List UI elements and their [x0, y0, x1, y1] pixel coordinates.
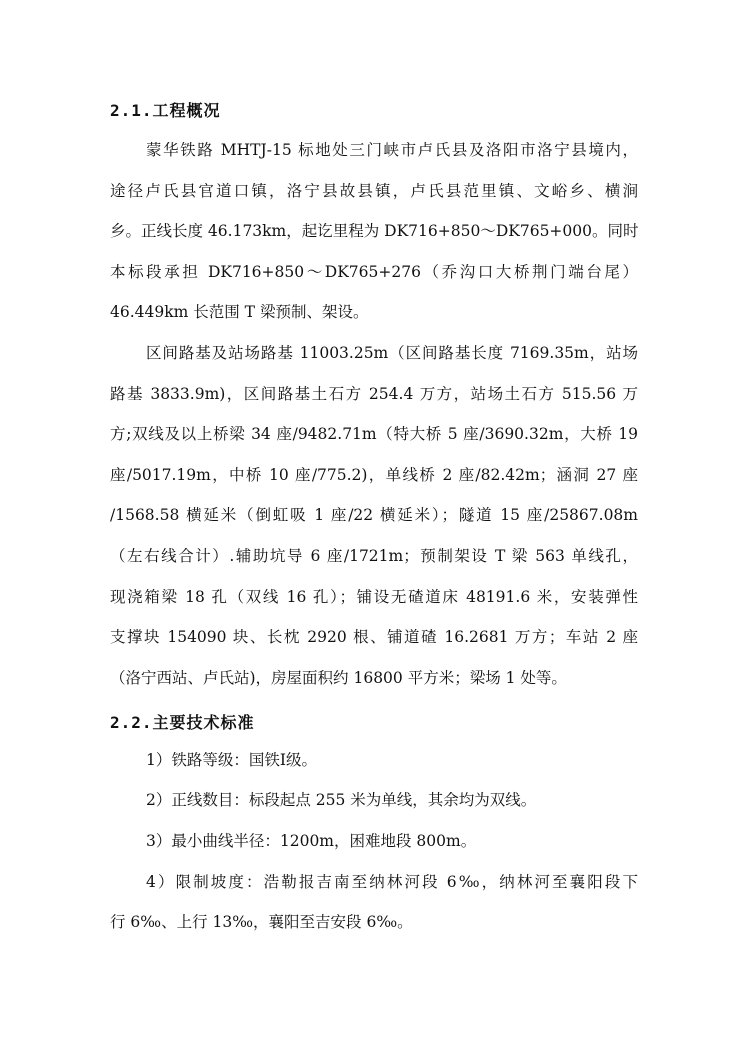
overview-line-1: 蒙华铁路 MHTJ-15 标地处三门峡市卢氏县及洛阳市洛宁县境内， [146, 141, 638, 159]
scope-line-5: /1568.58 横延米（倒虹吸 1 座/22 横延米）；隧道 15 座/25867.08m [110, 506, 638, 524]
scope-line-9: （洛宁西站、卢氏站)，房屋面积约 16800 平方米；梁场 1 处等。 [110, 669, 567, 687]
standard-item-2: 2）正线数目：标段起点 255 米为单线，其余均为双线。 [146, 791, 537, 809]
scope-line-2: 路基 3833.9m)，区间路基土石方 254.4 万方，站场土石方 515.56 万 [110, 385, 638, 403]
scope-line-3: 方;双线及以上桥梁 34 座/9482.71m（特大桥 5 座/3690.32m，大桥 19 [110, 425, 638, 443]
standard-item-1: 1）铁路等级：国铁Ⅰ级。 [146, 751, 317, 769]
overview-line-4: 本标段承担 DK716+850～DK765+276（乔沟口大桥荆门端台尾） [110, 263, 638, 281]
scope-line-8: 支撑块 154090 块、长枕 2920 根、铺道碴 16.2681 万方；车站 2 座 [110, 628, 638, 646]
overview-line-5: 46.449km 长范围 T 梁预制、架设。 [110, 303, 369, 321]
scope-line-1: 区间路基及站场路基 11003.25m（区间路基长度 7169.35m，站场 [146, 344, 638, 362]
standard-item-4: 4）限制坡度：浩勒报吉南至纳林河段 6‰，纳林河至襄阳段下 [146, 873, 638, 891]
overview-line-3: 乡。正线长度 46.173km，起讫里程为 DK716+850～DK765+000。同时 [110, 222, 639, 240]
section-heading-overview: 2.1.工程概况 [110, 101, 221, 120]
standard-item-3: 3）最小曲线半径：1200m，困难地段 800m。 [146, 832, 477, 850]
scope-line-4: 座/5017.19m，中桥 10 座/775.2)，单线桥 2 座/82.42m；涵洞 27 座 [110, 466, 638, 484]
scope-line-6: （左右线合计）.辅助坑导 6 座/1721m；预制架设 T 梁 563 单线孔， [110, 547, 638, 565]
standard-item-4-continued: 行 6‰、上行 13‰，襄阳至吉安段 6‰。 [110, 913, 413, 931]
overview-line-2: 途径卢氏县官道口镇，洛宁县故县镇，卢氏县范里镇、文峪乡、横涧 [110, 182, 638, 200]
section-heading-standards: 2.2.主要技术标准 [110, 713, 255, 732]
scope-line-7: 现浇箱梁 18 孔（双线 16 孔）；铺设无碴道床 48191.6 米，安装弹性 [110, 588, 638, 606]
